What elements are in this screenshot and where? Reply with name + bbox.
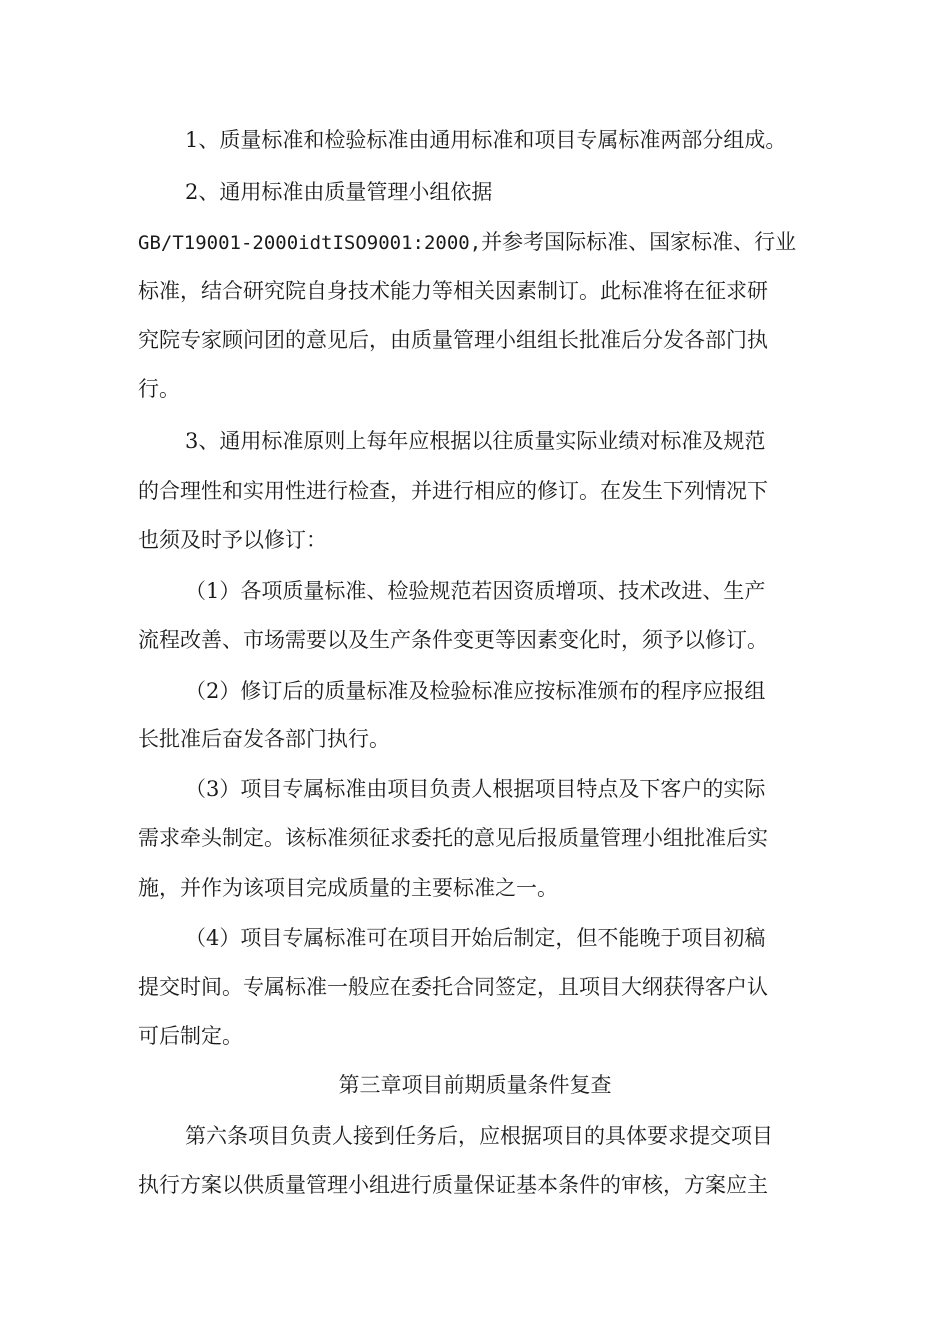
para-3-line-1: 3、通用标准原则上每年应根据以往质量实际业绩对标准及规范 — [185, 429, 766, 453]
item-1-line-1: （1）各项质量标准、检验规范若因资质增项、技术改进、生产 — [185, 579, 766, 603]
chapter-heading: 第三章项目前期质量条件复查 — [338, 1073, 612, 1097]
item-3-line-2: 需求牵头制定。该标准须征求委托的意见后报质量管理小组批准后实 — [138, 826, 768, 850]
article-6-line-1: 第六条项目负责人接到任务后，应根据项目的具体要求提交项目 — [185, 1124, 773, 1148]
para-2-line-2-text: 并参考国际标准、国家标准、行业 — [481, 230, 797, 254]
item-1-line-2: 流程改善、市场需要以及生产条件变更等因素变化时，须予以修订。 — [138, 628, 768, 652]
para-1-line-1: 1、质量标准和检验标准由通用标准和项目专属标准两部分组成。 — [185, 128, 787, 152]
item-2-line-1: （2）修订后的质量标准及检验标准应按标准颁布的程序应报组 — [185, 679, 766, 703]
para-3-line-2: 的合理性和实用性进行检查，并进行相应的修订。在发生下列情况下 — [138, 479, 768, 503]
item-3-line-3: 施，并作为该项目完成质量的主要标准之一。 — [138, 876, 558, 900]
para-2-line-4: 究院专家顾问团的意见后，由质量管理小组组长批准后分发各部门执 — [138, 328, 768, 352]
para-2-line-3: 标准，结合研究院自身技术能力等相关因素制订。此标准将在征求研 — [138, 279, 768, 303]
para-3-line-3: 也须及时予以修订： — [138, 528, 327, 552]
item-4-line-3: 可后制定。 — [138, 1024, 243, 1048]
para-2-line-5: 行。 — [138, 377, 180, 401]
item-3-line-1: （3）项目专属标准由项目负责人根据项目特点及下客户的实际 — [185, 777, 766, 801]
para-2-line-2 — [138, 227, 796, 258]
item-4-line-2: 提交时间。专属标准一般应在委托合同签定，且项目大纲获得客户认 — [138, 975, 768, 999]
standard-code: GB/T19001-2000idtISO9001:2000, — [138, 232, 482, 254]
para-2-line-1: 2、通用标准由质量管理小组依据 — [185, 180, 493, 204]
item-2-line-2: 长批准后奋发各部门执行。 — [138, 727, 390, 751]
article-6-line-2: 执行方案以供质量管理小组进行质量保证基本条件的审核，方案应主 — [138, 1173, 768, 1197]
item-4-line-1: （4）项目专属标准可在项目开始后制定，但不能晚于项目初稿 — [185, 926, 766, 950]
